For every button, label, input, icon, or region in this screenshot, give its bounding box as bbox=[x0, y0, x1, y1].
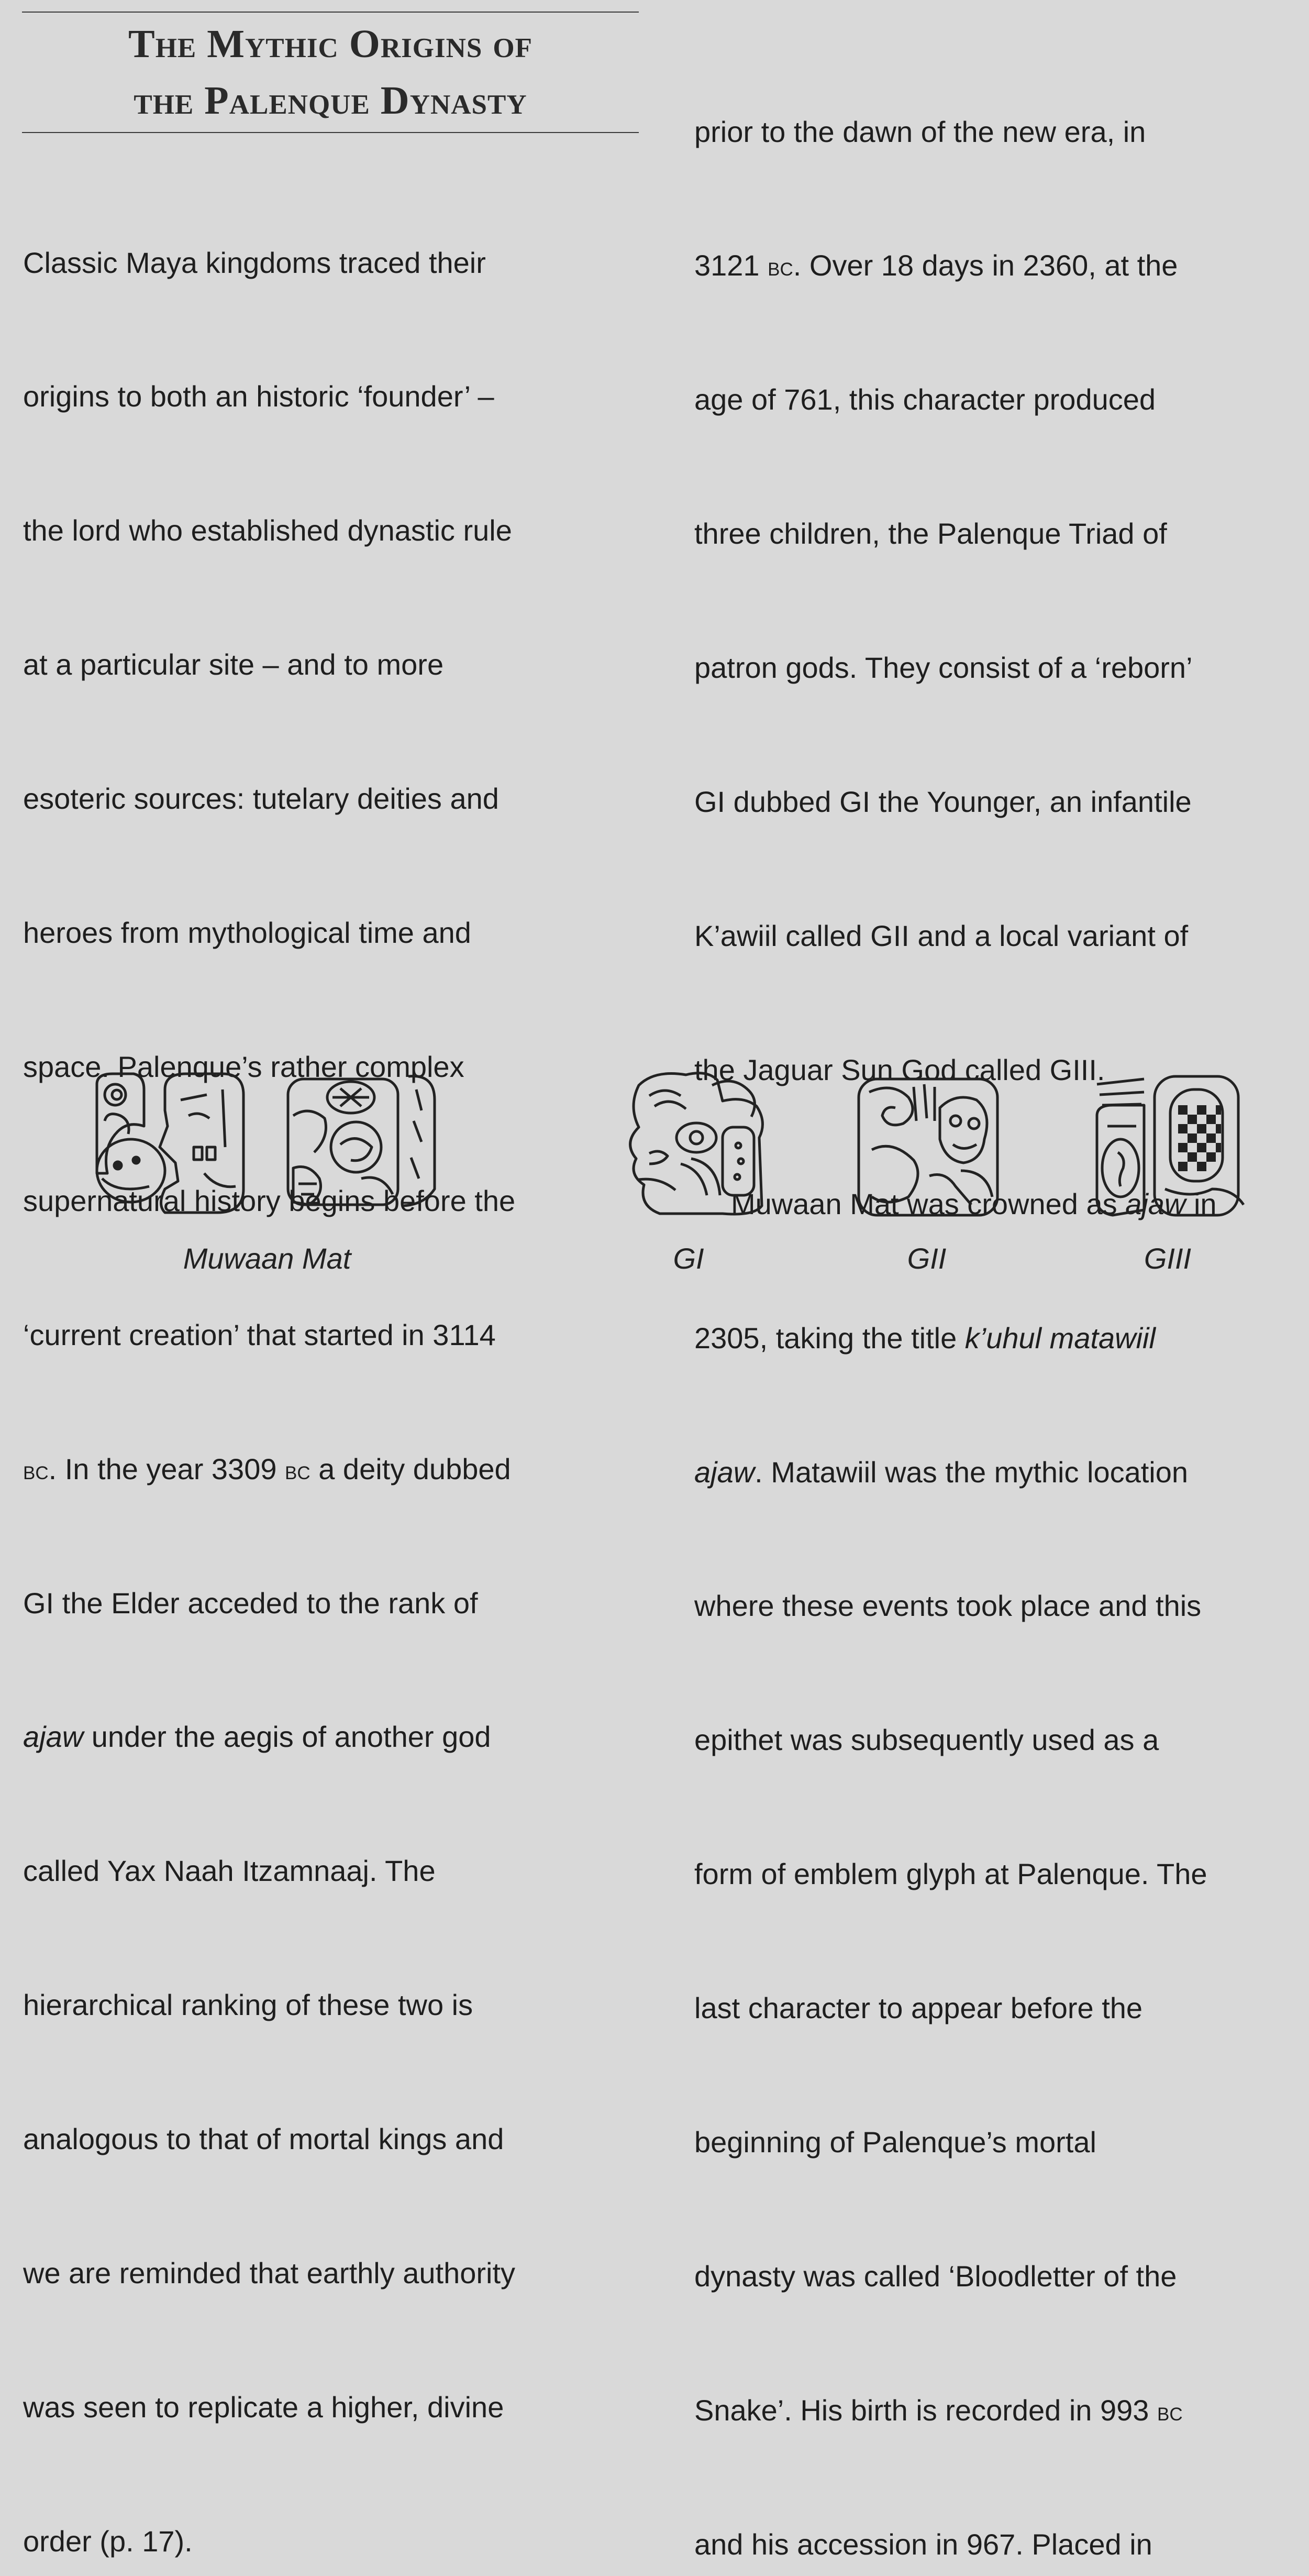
italic-term: ajaw bbox=[1125, 1187, 1186, 1220]
text-line bbox=[694, 1316, 1217, 1360]
text-line: was seen to replicate a higher, divine bbox=[23, 2390, 504, 2424]
text-run: Snake’. His birth is recorded in 993 bbox=[694, 2393, 1157, 2427]
caption-muwaan-mat: Muwaan Mat bbox=[183, 1242, 351, 1275]
right-column-text bbox=[694, 20, 1217, 2576]
italic-term: ajaw bbox=[694, 1455, 755, 1489]
text-line: space. Palenque’s rather complex bbox=[23, 1050, 464, 1083]
text-line: age of 761, this character produced bbox=[694, 383, 1156, 416]
text-line: order (p. 17). bbox=[23, 2524, 193, 2558]
text-run: 2305, taking the title bbox=[694, 1321, 965, 1355]
text-line: we are reminded that earthly authority bbox=[23, 2256, 516, 2289]
title-rule-bottom bbox=[22, 132, 639, 133]
text-line bbox=[694, 243, 1217, 288]
text-line: called Yax Naah Itzamnaaj. The bbox=[23, 1854, 436, 1888]
text-line: heroes from mythological time and bbox=[23, 916, 471, 950]
text-line: three children, the Palenque Triad of bbox=[694, 517, 1167, 551]
text-line: analogous to that of mortal kings and bbox=[23, 2122, 504, 2156]
text-run: under the aegis of another god bbox=[83, 1720, 491, 1754]
text-line: last character to appear before the bbox=[694, 1991, 1143, 2025]
era-abbrev: bc bbox=[1157, 2396, 1183, 2426]
caption-giii: GIII bbox=[1144, 1242, 1192, 1275]
text-line bbox=[694, 1450, 1217, 1494]
text-line: dynasty was called ‘Bloodletter of the bbox=[694, 2259, 1177, 2293]
sidebar-title-line-2: the Palenque Dynasty bbox=[134, 79, 527, 123]
muwaan-mat-glyph-1-icon bbox=[86, 1069, 254, 1220]
text-run: in bbox=[1185, 1187, 1217, 1220]
text-line: esoteric sources: tutelary deities and bbox=[23, 782, 499, 816]
text-line: hierarchical ranking of these two is bbox=[23, 1988, 473, 2022]
text-line: beginning of Palenque’s mortal bbox=[694, 2125, 1096, 2159]
text-line: K’awiil called GII and a local variant of bbox=[694, 919, 1189, 952]
text-run: . Matawiil was the mythic location bbox=[755, 1455, 1189, 1489]
muwaan-mat-glyph-2-icon bbox=[278, 1069, 445, 1220]
text-line: origins to both an historic ‘founder’ – bbox=[23, 380, 494, 413]
text-line bbox=[23, 1447, 515, 1491]
text-line: epithet was subsequently used as a bbox=[694, 1723, 1159, 1757]
italic-term: k’uhul matawiil bbox=[964, 1321, 1156, 1355]
era-abbrev: bc bbox=[768, 252, 793, 282]
text-line: the lord who established dynastic rule bbox=[23, 514, 512, 547]
title-rule-top bbox=[22, 12, 639, 13]
text-line: GI dubbed GI the Younger, an infantile bbox=[694, 785, 1192, 819]
sidebar-title-line-1: The Mythic Origins of bbox=[128, 22, 533, 66]
caption-gii: GII bbox=[907, 1242, 947, 1275]
gi-glyph-icon bbox=[618, 1064, 775, 1221]
left-column-text bbox=[23, 151, 515, 2576]
text-line: where these events took place and this bbox=[694, 1589, 1202, 1623]
text-run: a deity dubbed bbox=[310, 1452, 511, 1485]
text-line: the Jaguar Sun God called GIII. bbox=[694, 1053, 1105, 1086]
text-line: ‘current creation’ that started in 3114 bbox=[23, 1318, 496, 1351]
text-line: GI the Elder acceded to the rank of bbox=[23, 1586, 478, 1620]
text-run: 3121 bbox=[694, 249, 768, 282]
text-run: Muwaan Mat was crowned as bbox=[731, 1187, 1126, 1220]
text-line: form of emblem glyph at Palenque. The bbox=[694, 1857, 1207, 1891]
giii-glyph-icon bbox=[1086, 1069, 1254, 1226]
text-line: prior to the dawn of the new era, in bbox=[694, 115, 1146, 148]
text-line bbox=[694, 2388, 1217, 2432]
text-line: patron gods. They consist of a ‘reborn’ bbox=[694, 651, 1193, 685]
gii-glyph-icon bbox=[851, 1071, 1008, 1223]
text-line: at a particular site – and to more bbox=[23, 648, 444, 681]
text-line: and his accession in 967. Placed in bbox=[694, 2527, 1152, 2561]
text-run: . In the year 3309 bbox=[48, 1452, 285, 1485]
era-abbrev: bc bbox=[23, 1455, 49, 1485]
text-line: Classic Maya kingdoms traced their bbox=[23, 246, 486, 279]
text-run: . Over 18 days in 2360, at the bbox=[793, 249, 1178, 282]
era-abbrev: bc bbox=[285, 1455, 310, 1485]
italic-term: ajaw bbox=[23, 1720, 84, 1754]
caption-gi: GI bbox=[673, 1242, 704, 1275]
text-line: supernatural history begins before the bbox=[23, 1184, 516, 1217]
text-line bbox=[23, 1714, 515, 1759]
